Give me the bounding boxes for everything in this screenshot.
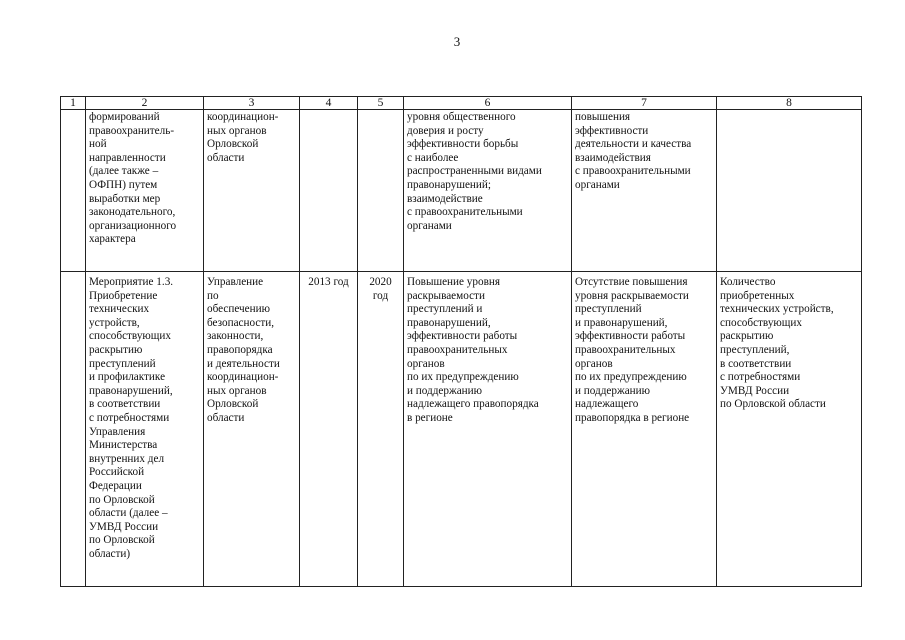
table-cell	[300, 110, 358, 272]
table-cell: формирований правоохранитель- ной направленности (далее также – ОФПН) путем выработки мер законодательного, организационного характера	[86, 110, 204, 272]
table-cell	[358, 110, 404, 272]
table-cell	[717, 110, 862, 272]
page-number: 3	[453, 34, 461, 49]
table-cell: Управление по обеспечению безопасности, законности, правопорядка и деятельности координацион- ных органов Орловской области	[204, 272, 300, 587]
table-cell: Мероприятие 1.3. Приобретение технических устройств, способствующих раскрытию преступлений и профилактике правонарушений, в соответствии с потребностями Управления Министерства внутренних дел Российской Федерации по Орловской области (далее – УМВД России по Орловской области)	[86, 272, 204, 587]
column-header: 1	[61, 97, 86, 110]
table-cell: координацион- ных органов Орловской области	[204, 110, 300, 272]
table-cell	[61, 110, 86, 272]
table-row	[61, 110, 862, 272]
table-cell: повышения эффективности деятельности и качества взаимодействия с правоохранительными органами	[572, 110, 717, 272]
table-cell: 2020 год	[358, 272, 404, 587]
table-cell	[61, 272, 86, 587]
table-cell: уровня общественного доверия и росту эффективности борьбы с наиболее распространенными видами правонарушений; взаимодействие с правоохранительными органами	[404, 110, 572, 272]
column-header: 2	[86, 97, 204, 110]
table-row	[61, 272, 862, 587]
table-cell: 2013 год	[300, 272, 358, 587]
table-cell: Количество приобретенных технических устройств, способствующих раскрытию преступлений, в соответствии с потребностями УМВД России по Орловской области	[717, 272, 862, 587]
column-header: 7	[572, 97, 717, 110]
column-header: 4	[300, 97, 358, 110]
column-header: 8	[717, 97, 862, 110]
document-table	[60, 96, 862, 587]
table-cell: Повышение уровня раскрываемости преступлений и правонарушений, эффективности работы правоохранительных органов по их предупреждению и поддержанию надлежащего правопорядка в регионе	[404, 272, 572, 587]
table-header-row	[61, 97, 862, 110]
column-header: 6	[404, 97, 572, 110]
column-header: 3	[204, 97, 300, 110]
table-cell: Отсутствие повышения уровня раскрываемости преступлений и правонарушений, эффективности работы правоохранительных органов по их предупреждению и поддержанию надлежащего правопорядка в регионе	[572, 272, 717, 587]
column-header: 5	[358, 97, 404, 110]
